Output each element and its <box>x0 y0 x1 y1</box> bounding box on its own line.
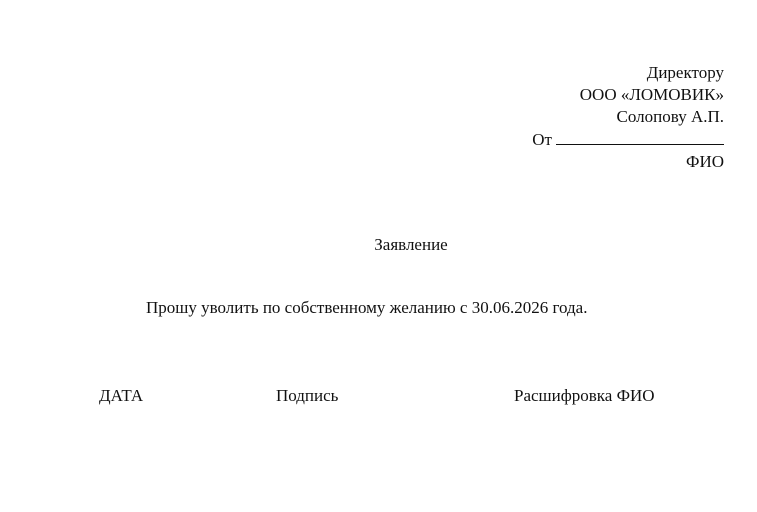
signature-label: Подпись <box>276 386 339 405</box>
addressee-company: ООО «ЛОМОВИК» <box>579 85 724 104</box>
application-body-text: Прошу уволить по собственному желанию с 30.06.2026 года. <box>146 298 588 317</box>
addressee-position: Директору <box>646 63 724 82</box>
from-row <box>404 128 724 151</box>
signature-name-decoding-label: Расшифровка ФИО <box>514 386 655 405</box>
addressee-director-name: Солопову А.П. <box>616 107 724 126</box>
from-label: От <box>532 130 552 149</box>
fio-caption: ФИО <box>686 152 724 171</box>
signature-date-label: ДАТА <box>99 386 144 405</box>
addressee-block <box>404 62 724 173</box>
from-name-blank-line <box>556 128 724 145</box>
document-title: Заявление <box>374 235 448 254</box>
